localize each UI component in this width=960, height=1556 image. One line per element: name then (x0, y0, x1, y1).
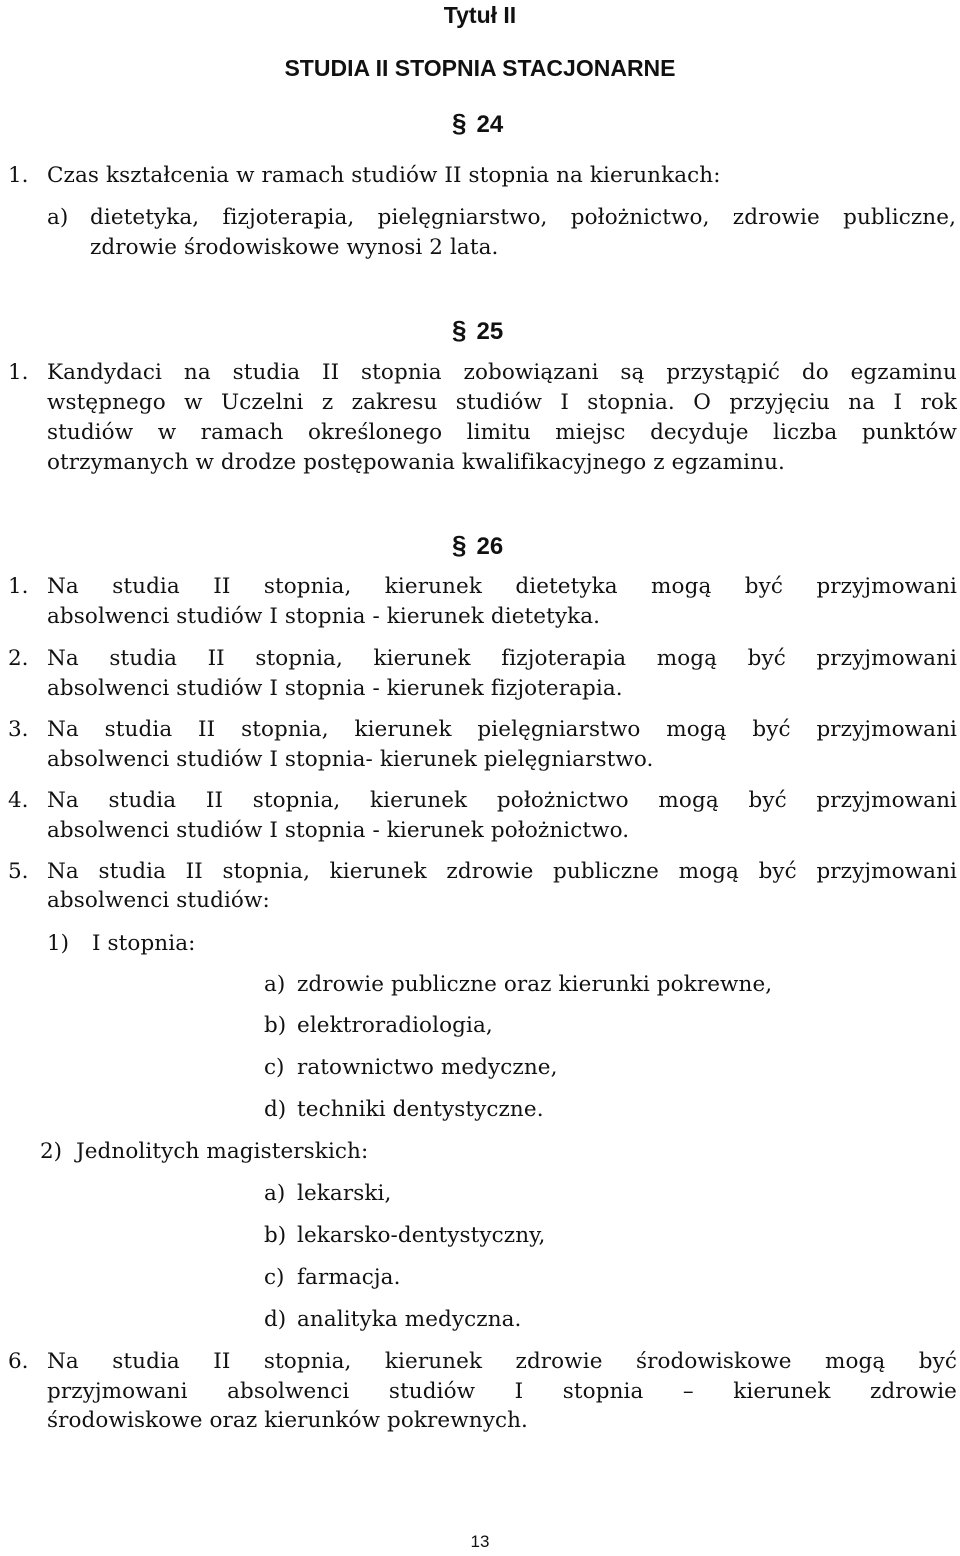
paragraph-line: Na studia II stopnia, kierunek dietetyka mogą być przyjmowani (47, 574, 957, 599)
paragraph-line: techniki dentystyczne. (297, 1097, 544, 1122)
section-number: 25 (476, 318, 504, 345)
section-number: 24 (476, 111, 504, 138)
section-symbol: § (452, 108, 467, 138)
paragraph-line: Na studia II stopnia, kierunek fizjoterapia mogą być przyjmowani (47, 646, 957, 671)
item-marker: 3. (8, 717, 29, 742)
section-symbol: § (452, 315, 467, 345)
paragraph-line: Jednolitych magisterskich: (76, 1139, 369, 1164)
paragraph-line: absolwenci studiów I stopnia- kierunek pielęgniarstwo. (47, 747, 654, 772)
paragraph-line: absolwenci studiów I stopnia - kierunek położnictwo. (47, 818, 630, 843)
item-marker: c) (264, 1055, 285, 1080)
item-marker: b) (264, 1013, 287, 1038)
section-heading-25 (452, 315, 503, 347)
item-marker: 4. (8, 788, 29, 813)
paragraph-line: I stopnia: (92, 931, 196, 956)
item-marker: a) (47, 205, 69, 230)
item-marker: b) (264, 1223, 287, 1248)
paragraph-line: dietetyka, fizjoterapia, pielęgniarstwo, położnictwo, zdrowie publiczne, (90, 205, 956, 230)
section-symbol: § (452, 530, 467, 560)
paragraph-line: środowiskowe oraz kierunków pokrewnych. (47, 1408, 528, 1433)
document-title: Tytuł II (443, 2, 517, 28)
item-marker: 1) (47, 931, 70, 956)
item-marker: a) (264, 972, 286, 997)
paragraph-line: otrzymanych w drodze postępowania kwalifikacyjnego z egzaminu. (47, 450, 785, 475)
paragraph-line: przyjmowani absolwenci studiów I stopnia – kierunek zdrowie (47, 1379, 957, 1404)
paragraph-line: studiów w ramach określonego limitu miejsc decyduje liczba punktów (47, 420, 957, 445)
item-marker: d) (264, 1097, 287, 1122)
section-heading-24 (452, 108, 503, 140)
item-marker: a) (264, 1181, 286, 1206)
paragraph-line: wstępnego w Uczelni z zakresu studiów I stopnia. O przyjęciu na I rok (47, 390, 957, 415)
paragraph-line: lekarsko-dentystyczny, (297, 1223, 546, 1248)
paragraph-line: zdrowie środowiskowe wynosi 2 lata. (90, 235, 499, 260)
paragraph-line: Na studia II stopnia, kierunek położnictwo mogą być przyjmowani (47, 788, 957, 813)
item-marker: d) (264, 1307, 287, 1332)
paragraph-line: Na studia II stopnia, kierunek pielęgniarstwo mogą być przyjmowani (47, 717, 957, 742)
paragraph-line: ratownictwo medyczne, (297, 1055, 558, 1080)
item-marker: 6. (8, 1349, 29, 1374)
paragraph-line: farmacja. (297, 1265, 401, 1290)
item-marker: 2. (8, 646, 29, 671)
paragraph-line: absolwenci studiów: (47, 888, 270, 913)
item-marker: 1. (8, 360, 29, 385)
section-number: 26 (476, 533, 504, 560)
paragraph-line: zdrowie publiczne oraz kierunki pokrewne, (297, 972, 773, 997)
section-heading-26 (452, 530, 503, 562)
paragraph-line: Czas kształcenia w ramach studiów II stopnia na kierunkach: (47, 163, 721, 188)
paragraph-line: Kandydaci na studia II stopnia zobowiązani są przystąpić do egzaminu (47, 360, 957, 385)
document-subtitle: STUDIA II STOPNIA STACJONARNE (284, 55, 676, 81)
item-marker: 1. (8, 574, 29, 599)
paragraph-line: elektroradiologia, (297, 1013, 493, 1038)
paragraph-line: Na studia II stopnia, kierunek zdrowie publiczne mogą być przyjmowani (47, 859, 957, 884)
paragraph-line: absolwenci studiów I stopnia - kierunek dietetyka. (47, 604, 601, 629)
page-number: 13 (470, 1532, 490, 1551)
paragraph-line: lekarski, (297, 1181, 392, 1206)
paragraph-line: Na studia II stopnia, kierunek zdrowie środowiskowe mogą być (47, 1349, 957, 1374)
paragraph-line: analityka medyczna. (297, 1307, 522, 1332)
item-marker: 2) (40, 1139, 63, 1164)
item-marker: c) (264, 1265, 285, 1290)
item-marker: 5. (8, 859, 29, 884)
paragraph-line: absolwenci studiów I stopnia - kierunek fizjoterapia. (47, 676, 623, 701)
item-marker: 1. (8, 163, 29, 188)
